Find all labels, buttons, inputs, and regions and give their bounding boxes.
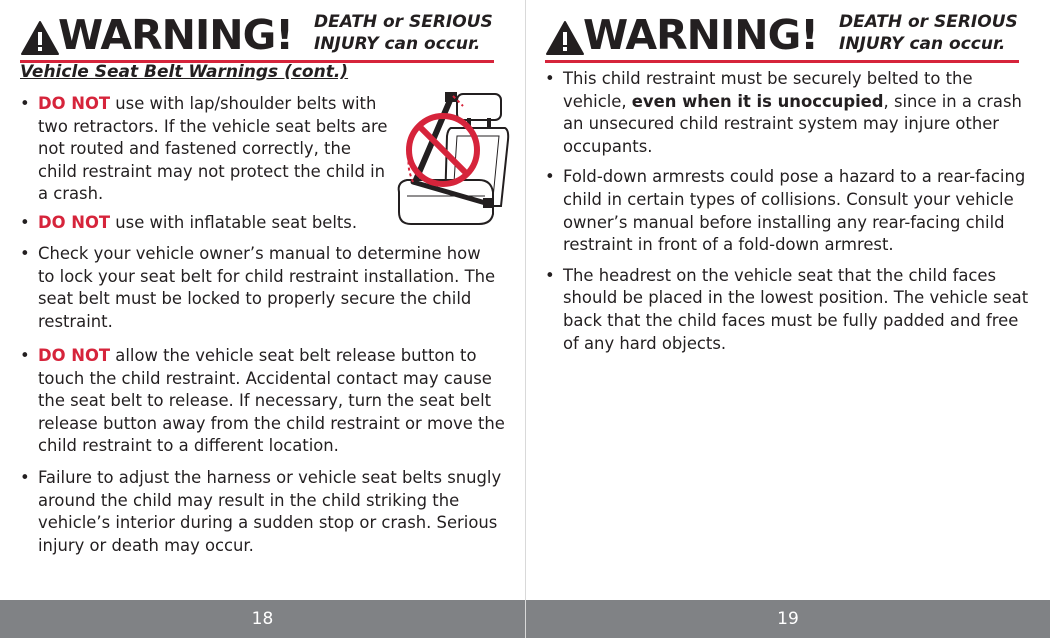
warning-subtitle: DEATH or SERIOUS INJURY can occur. <box>839 12 1018 54</box>
bullet-list <box>20 345 510 557</box>
bullet-list <box>545 68 1030 355</box>
list-item: • This child restraint must be securely belted to the vehicle, even when it is unoccupied, since in a crash an unsecured child restraint system may injure other occupants. <box>545 68 1030 158</box>
page-number-footer <box>0 600 525 638</box>
warning-divider <box>545 60 1019 63</box>
right-page <box>525 0 1050 600</box>
list-item: • The headrest on the vehicle seat that the child faces should be placed in the lowest position. The vehicle seat back that the child faces must be fully padded and free of any hard objects. <box>545 265 1030 355</box>
list-item: • Check your vehicle owner’s manual to determine how to lock your seat belt for child restraint installation. The seat belt must be locked to properly secure the child restraint. <box>20 243 502 333</box>
page-number-footer <box>526 600 1050 638</box>
left-page <box>0 0 525 600</box>
list-item: • DO NOT allow the vehicle seat belt release button to touch the child restraint. Accidental contact may cause the seat belt to release. If necessary, turn the seat belt release button away from the child restraint or move the child restraint to a different location. <box>20 345 510 458</box>
warning-subtitle: DEATH or SERIOUS INJURY can occur. <box>314 12 493 54</box>
list-item: • DO NOT use with inflatable seat belts. <box>20 212 400 235</box>
warning-triangle-icon <box>545 20 585 56</box>
list-item: • Failure to adjust the harness or vehicle seat belts snugly around the child may result in the child striking the vehicle’s interior during a sudden stop or crash. Serious injury or death may occur. <box>20 467 510 557</box>
warning-triangle-icon <box>20 20 60 56</box>
warning-word: WARNING! <box>58 11 293 59</box>
no-seat-belt-retractor-icon <box>393 88 513 228</box>
bullet-list <box>20 93 390 206</box>
bullet-list <box>20 212 400 235</box>
bullet-list <box>20 243 502 333</box>
section-title: Vehicle Seat Belt Warnings (cont.) <box>20 62 349 82</box>
list-item: • Fold-down armrests could pose a hazard to a rear-facing child in certain types of collisions. Consult your vehicle owner’s manual before installing any rear-facing child restraint in front of a fold-down armrest. <box>545 166 1030 256</box>
page-number: 18 <box>251 609 274 629</box>
warning-word: WARNING! <box>583 11 818 59</box>
page-number: 19 <box>777 609 799 629</box>
list-item: • DO NOT use with lap/shoulder belts with two retractors. If the vehicle seat belts are not routed and fastened correctly, the child restraint may not protect the child in a crash. <box>20 93 390 206</box>
